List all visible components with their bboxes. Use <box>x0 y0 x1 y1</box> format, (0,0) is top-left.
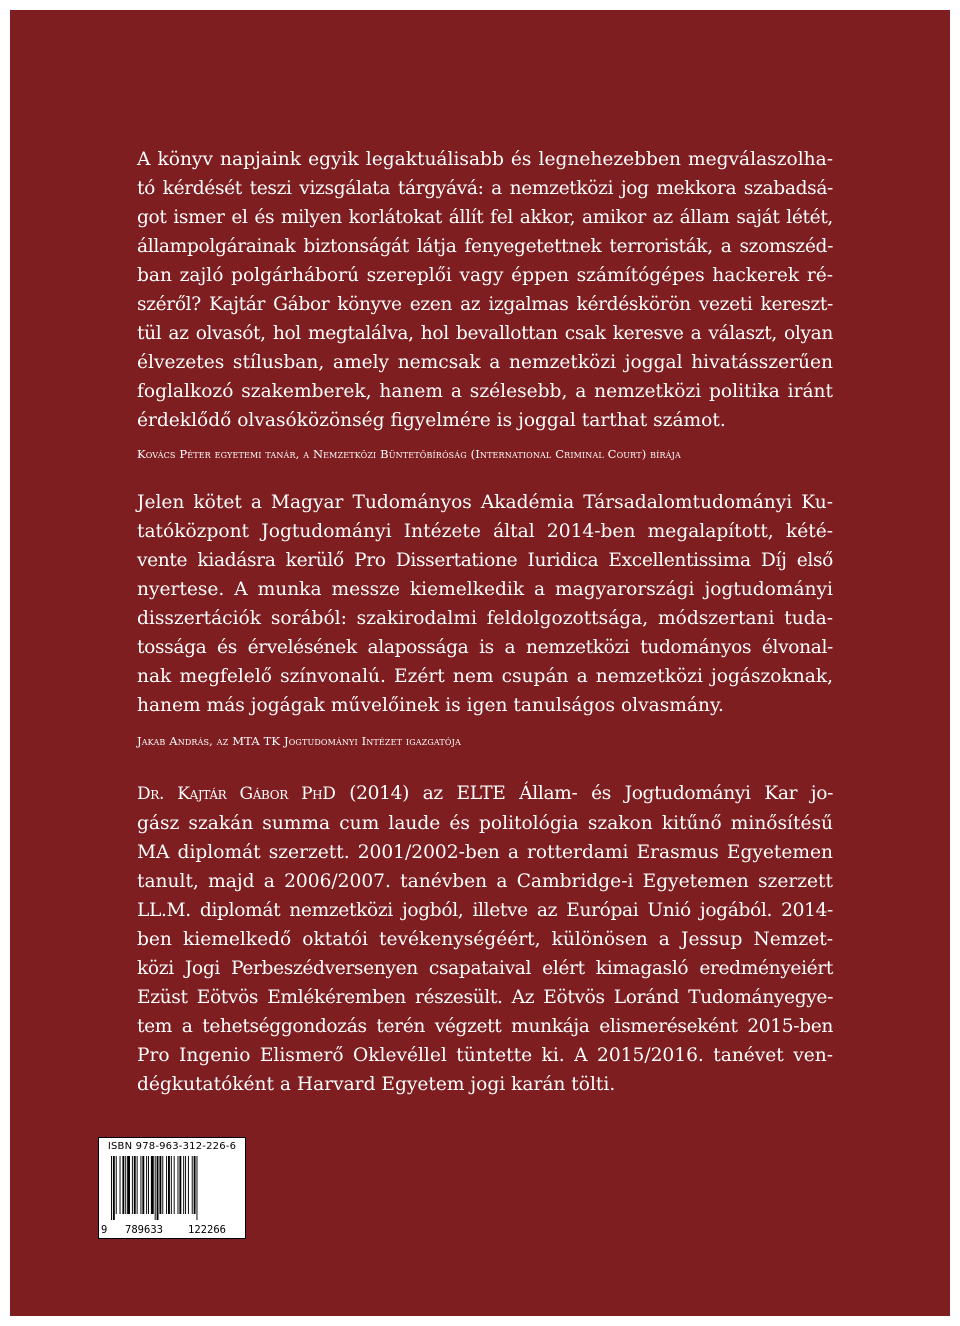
barcode-bar <box>140 1156 141 1214</box>
barcode-bar <box>122 1156 124 1214</box>
barcode-bar <box>134 1156 136 1214</box>
barcode-digits <box>101 1224 243 1236</box>
isbn-label: ISBN 978-963-312-226-6 <box>107 1141 237 1152</box>
barcode-bar <box>197 1156 198 1220</box>
author-bio-line: MA diplomát szerzett. 2001/2002-ben a rotterdami Erasmus Egyetemen <box>137 842 833 863</box>
endorsement-1-line: érdeklődő olvasóközönség figyelmére is joggal tarthat számot. <box>137 410 726 431</box>
barcode-bar <box>155 1156 156 1220</box>
isbn-barcode <box>98 1137 246 1239</box>
author-bio-line: ben kiemelkedő oktatói tevékenységéért, különösen a Jessup Nemzet- <box>137 929 833 950</box>
endorsement-1-line: élvezetes stílusban, amely nemcsak a nemzetközi joggal hivatásszerűen <box>137 352 833 373</box>
back-cover <box>10 10 950 1316</box>
barcode-digit-group-1: 789633 <box>114 1224 174 1236</box>
endorsement-1-line: tül az olvasót, hol megtalálva, hol bevallottan csak keresve a választ, olyan <box>137 323 833 344</box>
barcode-bar <box>185 1156 186 1214</box>
endorsement-2-line: hanem más jogágak művelőinek is igen tanulságos olvasmány. <box>137 695 724 716</box>
endorsement-1-line: tó kérdését teszi vizsgálata tárgyává: a nemzetközi jog mekkora szabadsá- <box>137 178 833 199</box>
author-bio-line: Ezüst Eötvös Emlékéremben részesült. Az Eötvös Loránd Tudományegye- <box>137 987 833 1008</box>
barcode-bar <box>168 1156 170 1214</box>
barcode-bar <box>188 1156 189 1214</box>
author-bio-line: Pro Ingenio Elismerő Oklevéllel tüntette ki. A 2015/2016. tanévet ven- <box>137 1045 833 1066</box>
barcode-bar <box>111 1156 112 1220</box>
barcode-digit-first: 9 <box>101 1224 111 1236</box>
endorsement-1-line: széről? Kajtár Gábor könyve ezen az izgalmas kérdéskörön vezeti kereszt- <box>137 294 833 315</box>
barcode-bar <box>178 1156 179 1214</box>
endorsement-1-line: A könyv napjaink egyik legaktuálisabb és legnehezebben megválaszolha- <box>137 149 833 170</box>
barcode-digit-group-2: 122266 <box>177 1224 237 1236</box>
endorsement-2-line: nyertese. A munka messze kiemelkedik a magyarországi jogtudományi <box>137 579 833 600</box>
author-bio-line <box>137 779 833 809</box>
barcode-bar <box>127 1156 130 1214</box>
barcode-bar <box>162 1156 163 1214</box>
barcode-bar <box>192 1156 193 1214</box>
barcode-bar <box>157 1156 159 1220</box>
author-bio-line: gász szakán summa cum laude és politológia szakon kitűnő minősítésű <box>137 813 833 834</box>
barcode-bar <box>166 1156 167 1214</box>
author-name: Dr. Kajtár Gábor PhD <box>137 784 336 804</box>
barcode-bar <box>174 1156 175 1214</box>
endorsement-2-signature: Jakab András, az MTA TK Jogtudományi Intézet igazgatója <box>137 734 461 748</box>
endorsement-2 <box>137 488 833 720</box>
author-bio-first-line: (2014) az ELTE Állam- és Jogtudományi Kar jo- <box>335 783 834 804</box>
barcode-bar <box>151 1156 154 1214</box>
author-bio-line: LL.M. diplomát nemzetközi jogból, illetve az Európai Unió jogából. 2014- <box>137 900 833 921</box>
endorsement-1-line: ban zajló polgárháború szereplői vagy éppen számítógépes hackerek ré- <box>137 265 833 286</box>
endorsement-2-line: disszertációk sorából: szakirodalmi feldolgozottsága, módszertani tuda- <box>137 608 833 629</box>
endorsement-1-line: foglalkozó szakemberek, hanem a szélesebb, a nemzetközi politika iránt <box>137 381 833 402</box>
endorsement-2-line: tossága és érvelésének alapossága is a nemzetközi tudományos élvonal- <box>137 637 833 658</box>
endorsement-2-line: nak megfelelő színvonalú. Ezért nem csupán a nemzetközi jogászoknak, <box>137 666 833 687</box>
author-bio-line: dégkutatóként a Harvard Egyetem jogi karán tölti. <box>137 1074 616 1095</box>
barcode-bar <box>113 1156 115 1220</box>
author-bio-line: tem a tehetséggondozás terén végzett munkája elismeréseként 2015-ben <box>137 1016 833 1037</box>
endorsement-1-line: állampolgárainak biztonságát látja fenyegetettnek terroristák, a szomszéd- <box>137 236 833 257</box>
barcode-bar <box>125 1156 126 1214</box>
barcode-bar <box>116 1156 117 1214</box>
barcode-bar <box>194 1156 196 1214</box>
author-bio-line: közi Jogi Perbeszédversenyen csapataival elért kimagasló eredményeiért <box>137 958 833 979</box>
barcode-bar <box>137 1156 138 1214</box>
author-bio-line: tanult, majd a 2006/2007. tanévben a Cambridge-i Egyetemen szerzett <box>137 871 833 892</box>
barcode-bar <box>183 1156 184 1214</box>
barcode-bar <box>179 1156 181 1214</box>
barcode-bar <box>146 1156 147 1214</box>
endorsement-1-signature: Kovács Péter egyetemi tanár, a Nemzetközi Büntetőbíróság (International Criminal Court) bírája <box>137 447 681 461</box>
barcode-bar <box>171 1156 172 1214</box>
barcode-bar <box>120 1156 121 1214</box>
barcode-bar <box>142 1156 144 1214</box>
endorsement-1-line: got ismer el és milyen korlátokat állít fel akkor, amikor az állam saját létét, <box>137 207 833 228</box>
author-bio <box>137 779 833 1099</box>
barcode-bar <box>159 1156 161 1214</box>
barcode-bar <box>148 1156 149 1214</box>
endorsement-2-line: tatóközpont Jogtudományi Intézete által 2014-ben megalapított, kété- <box>137 521 833 542</box>
endorsement-1 <box>137 145 833 435</box>
barcode-bar <box>132 1156 133 1214</box>
barcode-bars <box>109 1156 235 1220</box>
endorsement-2-line: vente kiadásra kerülő Pro Dissertatione Iuridica Excellentissima Díj első <box>137 550 833 571</box>
endorsement-2-line: Jelen kötet a Magyar Tudományos Akadémia Társadalomtudományi Ku- <box>137 492 833 513</box>
